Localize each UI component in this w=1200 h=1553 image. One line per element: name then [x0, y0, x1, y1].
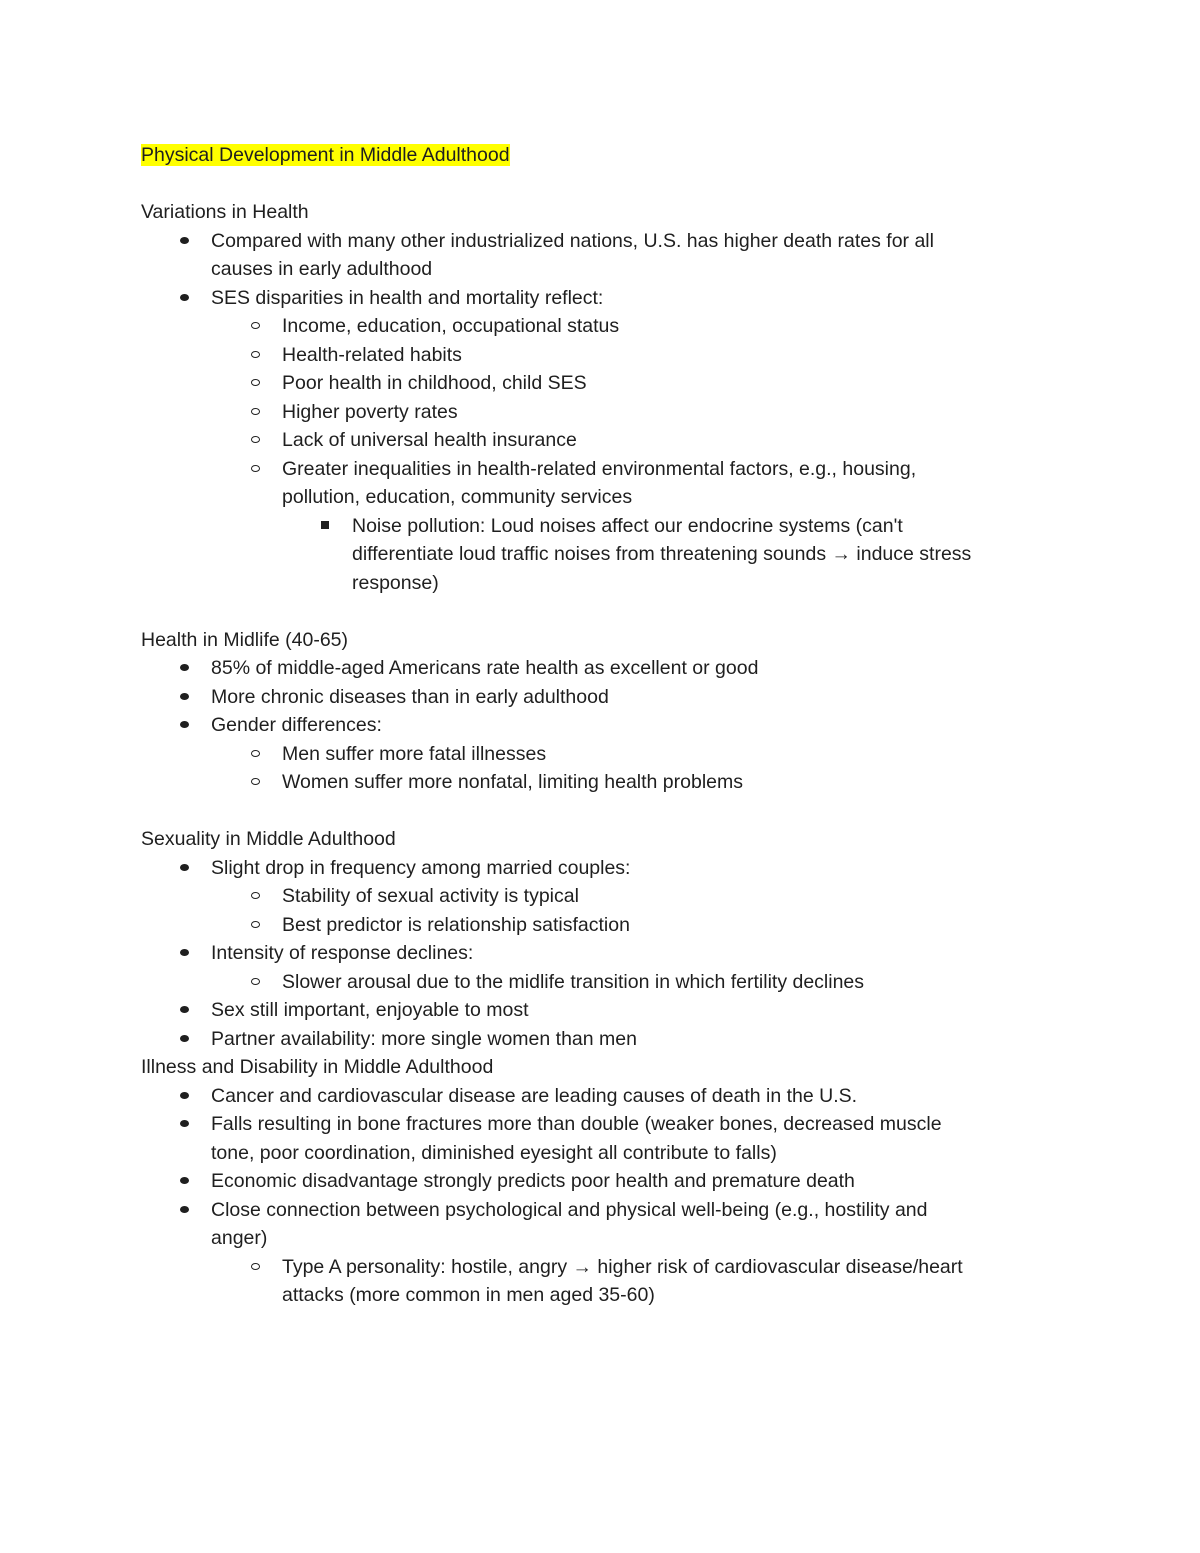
list-item-continuation: attacks (more common in men aged 35-60)	[282, 1284, 655, 1306]
list-item: Gender differences:	[141, 711, 1061, 740]
list-item-continuation: response)	[352, 571, 439, 594]
bullet-circle-icon	[245, 968, 265, 997]
bullet-dot-icon	[174, 939, 194, 968]
list-item: Lack of universal health insurance	[141, 426, 1061, 455]
list-item: Best predictor is relationship satisfaction	[141, 911, 1061, 940]
list-item: Stability of sexual activity is typical	[141, 882, 1061, 911]
bullet-circle-icon	[245, 768, 265, 797]
list-item: Noise pollution: Loud noises affect our endocrine systems (can't	[141, 512, 1061, 541]
list-item: Slight drop in frequency among married couples:	[141, 854, 1061, 883]
list-item-continuation: tone, poor coordination, diminished eyesight all contribute to falls)	[211, 1141, 777, 1164]
section-heading-illness-and-disability: Illness and Disability in Middle Adulthood	[141, 1056, 494, 1078]
bullet-dot-icon	[174, 654, 194, 683]
bullet-dot-icon	[174, 284, 194, 313]
list-item: Health-related habits	[141, 341, 1061, 370]
list-item: Poor health in childhood, child SES	[141, 369, 1061, 398]
list-item: Intensity of response declines:	[141, 939, 1061, 968]
bullet-circle-icon	[245, 911, 265, 940]
spacer	[141, 797, 1061, 826]
list-item: Slower arousal due to the midlife transition in which fertility declines	[141, 968, 1061, 997]
bullet-circle-icon	[245, 369, 265, 398]
section-heading-health-in-midlife: Health in Midlife (40-65)	[141, 628, 349, 651]
list-item: 85% of middle-aged Americans rate health as excellent or good	[141, 654, 1061, 683]
list-item: Women suffer more nonfatal, limiting health problems	[141, 768, 1061, 797]
section-heading-sexuality: Sexuality in Middle Adulthood	[141, 828, 396, 850]
bullet-dot-icon	[174, 1025, 194, 1054]
list-item: Partner availability: more single women than men	[141, 1025, 1061, 1054]
spacer	[141, 597, 1061, 626]
list-item: Men suffer more fatal illnesses	[141, 740, 1061, 769]
list-item: Income, education, occupational status	[141, 312, 1061, 341]
bullet-dot-icon	[174, 227, 194, 256]
list-item: Economic disadvantage strongly predicts poor health and premature death	[141, 1167, 1061, 1196]
spacer	[141, 170, 1061, 199]
bullet-circle-icon	[245, 341, 265, 370]
list-item-continuation: pollution, education, community services	[282, 486, 633, 508]
bullet-circle-icon	[245, 455, 265, 484]
list-item: Greater inequalities in health-related environmental factors, e.g., housing,	[141, 455, 1061, 484]
section-heading-variations-in-health: Variations in Health	[141, 201, 309, 223]
bullet-dot-icon	[174, 711, 194, 740]
bullet-circle-icon	[245, 740, 265, 769]
list-item: Higher poverty rates	[141, 398, 1061, 427]
bullet-dot-icon	[174, 1082, 194, 1111]
bullet-circle-icon	[245, 426, 265, 455]
bullet-dot-icon	[174, 1110, 194, 1139]
list-item-continuation: causes in early adulthood	[211, 258, 433, 280]
list-item: SES disparities in health and mortality reflect:	[141, 284, 1061, 313]
bullet-circle-icon	[245, 312, 265, 341]
bullet-circle-icon	[245, 882, 265, 911]
list-item: Cancer and cardiovascular disease are leading causes of death in the U.S.	[141, 1082, 1061, 1111]
bullet-circle-icon	[245, 398, 265, 427]
bullet-circle-icon	[245, 1253, 265, 1282]
list-item: Falls resulting in bone fractures more than double (weaker bones, decreased muscle	[141, 1110, 1061, 1139]
document-page	[141, 141, 1061, 1310]
document-title: Physical Development in Middle Adulthood	[141, 144, 510, 166]
bullet-square-icon	[315, 512, 335, 541]
bullet-dot-icon	[174, 996, 194, 1025]
list-item: Compared with many other industrialized nations, U.S. has higher death rates for all	[141, 227, 1061, 256]
list-item-continuation: differentiate loud traffic noises from threatening sounds → induce stress	[352, 543, 972, 565]
list-item: Type A personality: hostile, angry → higher risk of cardiovascular disease/heart	[141, 1253, 1061, 1282]
bullet-dot-icon	[174, 1196, 194, 1225]
list-item: Sex still important, enjoyable to most	[141, 996, 1061, 1025]
bullet-dot-icon	[174, 854, 194, 883]
list-item-continuation: anger)	[211, 1227, 268, 1249]
list-item: Close connection between psychological and physical well-being (e.g., hostility and	[141, 1196, 1061, 1225]
bullet-dot-icon	[174, 1167, 194, 1196]
list-item: More chronic diseases than in early adulthood	[141, 683, 1061, 712]
bullet-dot-icon	[174, 683, 194, 712]
